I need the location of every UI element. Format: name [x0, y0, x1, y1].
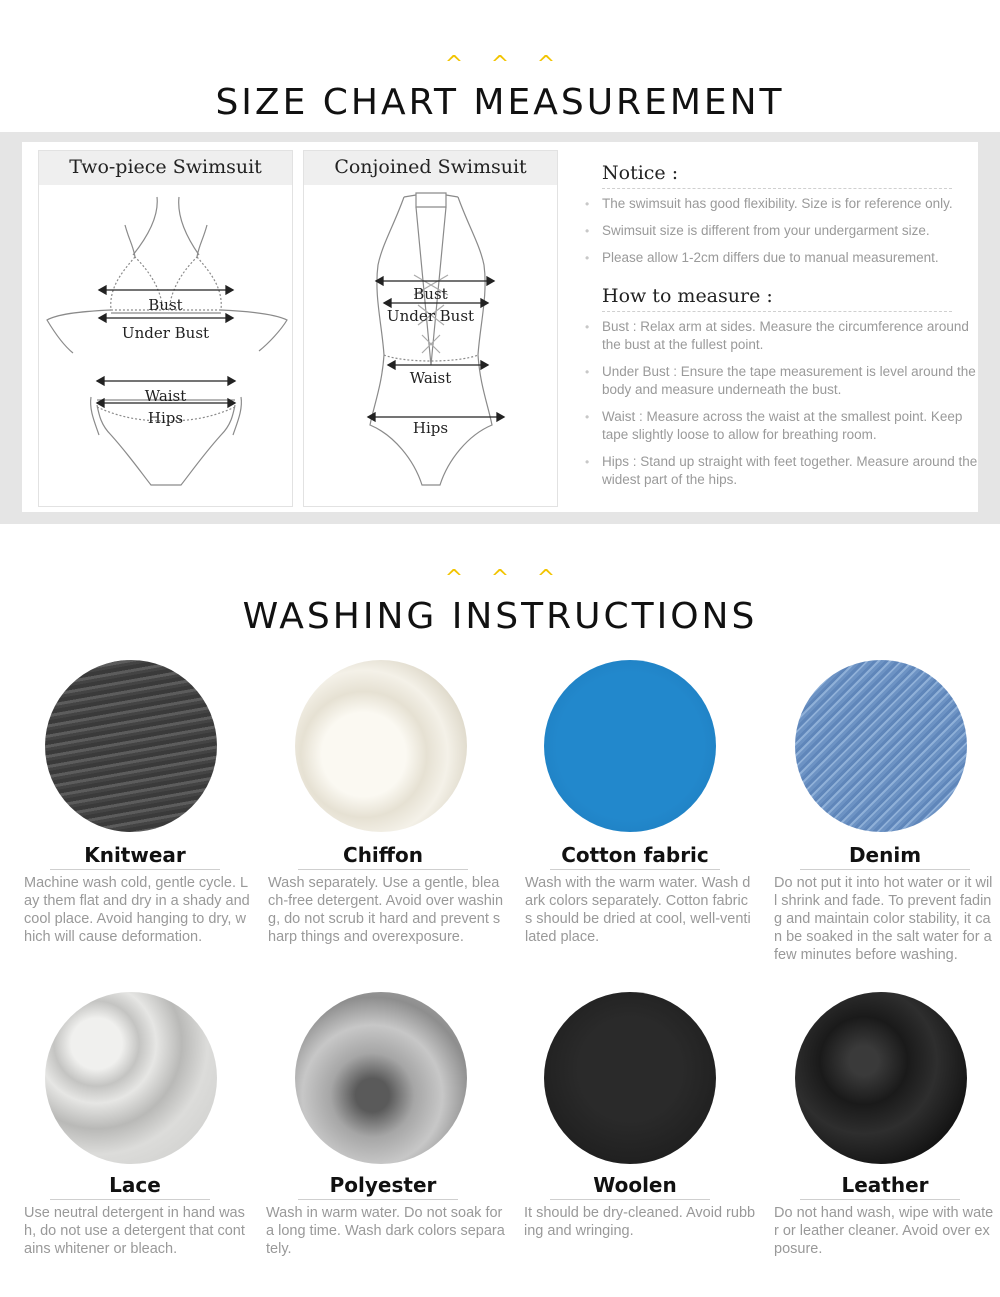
- notice-item: • Swimsuit size is different from your undergarment size.: [585, 223, 930, 238]
- bullet-icon: •: [585, 455, 590, 469]
- divider: [550, 1199, 710, 1200]
- divider: [50, 869, 220, 870]
- conjoined-hips-label: Hips: [412, 419, 449, 437]
- two-piece-hips-label: Hips: [147, 409, 184, 427]
- cotton-swatch: [544, 660, 716, 832]
- conjoined-bust-label: Bust: [413, 285, 448, 303]
- divider: [298, 869, 468, 870]
- leather-swatch: [795, 992, 967, 1164]
- how-to-item: • Bust : Relax arm at sides. Measure the circumference around the bust at the fullest point.: [585, 319, 969, 352]
- fabric-description: It should be dry-cleaned. Avoid rubbing and wringing.: [524, 1205, 756, 1239]
- notice-item: • The swimsuit has good flexibility. Size is for reference only.: [585, 196, 953, 211]
- conjoined-diagram: [303, 150, 558, 507]
- divider: [550, 869, 720, 870]
- woolen-swatch: [544, 992, 716, 1164]
- notice-heading: Notice :: [602, 162, 952, 189]
- divider: [800, 1199, 960, 1200]
- caret-icon: ^: [536, 52, 556, 77]
- denim-swatch: [795, 660, 967, 832]
- fabric-description: Wash with the warm water. Wash dark colors separately. Cotton fabrics should be dried at cool, well-ventilated place.: [525, 875, 751, 945]
- how-to-heading: How to measure :: [602, 285, 952, 312]
- conjoined-waist-label: Waist: [409, 369, 452, 387]
- washing-carets: [0, 566, 1000, 591]
- caret-icon: ^: [444, 52, 464, 77]
- caret-icon: ^: [536, 566, 556, 591]
- how-to-list: [585, 318, 982, 489]
- notice-column: [585, 162, 982, 498]
- how-to-item: • Hips : Stand up straight with feet together. Measure around the widest part of the hips.: [585, 454, 978, 487]
- fabric-description: Do not hand wash, wipe with water or leather cleaner. Avoid over exposure.: [774, 1205, 994, 1257]
- two-piece-underbust-label: Under Bust: [121, 324, 210, 342]
- size-chart-panel: [0, 132, 1000, 524]
- fabric-description: Use neutral detergent in hand wash, do not use a detergent that contains whitener or bleach.: [24, 1205, 245, 1257]
- caret-icon: ^: [490, 52, 510, 77]
- size-chart-inner: [22, 142, 978, 512]
- two-piece-diagram: [38, 150, 293, 507]
- fabric-description: Wash in warm water. Do not soak for a long time. Wash dark colors separately.: [266, 1205, 505, 1257]
- how-to-item: • Under Bust : Ensure the tape measurement is level around the body and measure underneath the bust.: [585, 364, 976, 397]
- two-piece-bust-label: Bust: [148, 296, 183, 314]
- bullet-icon: •: [585, 197, 590, 211]
- notice-list: [585, 195, 982, 267]
- bikini-illustration: [39, 185, 294, 505]
- fabric-name: Lace: [109, 1173, 161, 1197]
- knitwear-swatch: [45, 660, 217, 832]
- fabric-description: Wash separately. Use a gentle, bleach-free detergent. Avoid over washing, do not scrub it hard and prevent sharp things and overexposure.: [268, 875, 504, 945]
- bullet-icon: •: [585, 365, 590, 379]
- bullet-icon: •: [585, 410, 590, 424]
- one-piece-illustration: [304, 185, 559, 505]
- caret-icon: ^: [490, 566, 510, 591]
- conjoined-heading: Conjoined Swimsuit: [304, 151, 557, 185]
- fabric-description: Machine wash cold, gentle cycle. Lay them flat and dry in a shady and cool place. Avoid hanging to dry, which will cause deformation.: [24, 875, 250, 945]
- fabric-name: Chiffon: [343, 843, 423, 867]
- bullet-icon: •: [585, 320, 590, 334]
- fabric-description: Do not put it into hot water or it will shrink and fade. To prevent fading and maintain color stability, it can be soaked in the salt water for a few minutes before washing.: [774, 875, 993, 963]
- polyester-swatch: [295, 992, 467, 1164]
- fabric-name: Polyester: [329, 1173, 437, 1197]
- how-to-item: • Waist : Measure across the waist at the smallest point. Keep tape slightly loose to allow for breathing room.: [585, 409, 963, 442]
- caret-icon: ^: [444, 566, 464, 591]
- notice-item: • Please allow 1-2cm differs due to manual measurement.: [585, 250, 939, 265]
- size-chart-title: SIZE CHART MEASUREMENT: [215, 82, 785, 123]
- fabric-name: Cotton fabric: [561, 843, 709, 867]
- fabric-name: Leather: [841, 1173, 929, 1197]
- fabric-name: Woolen: [593, 1173, 677, 1197]
- divider: [800, 869, 970, 870]
- washing-title: WASHING INSTRUCTIONS: [242, 596, 758, 637]
- chiffon-swatch: [295, 660, 467, 832]
- lace-swatch: [45, 992, 217, 1164]
- two-piece-waist-label: Waist: [144, 387, 187, 405]
- bullet-icon: •: [585, 224, 590, 238]
- size-chart-carets: [0, 52, 1000, 77]
- two-piece-heading: Two-piece Swimsuit: [39, 151, 292, 185]
- bullet-icon: •: [585, 251, 590, 265]
- divider: [298, 1199, 458, 1200]
- fabric-name: Denim: [848, 843, 922, 867]
- divider: [50, 1199, 210, 1200]
- fabric-name: Knitwear: [84, 843, 186, 867]
- conjoined-underbust-label: Under Bust: [386, 307, 475, 325]
